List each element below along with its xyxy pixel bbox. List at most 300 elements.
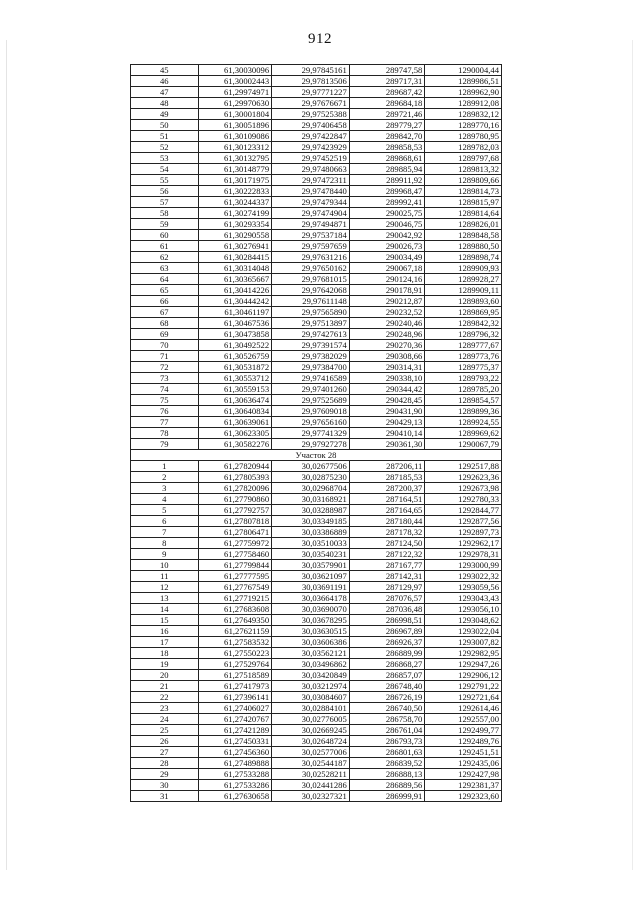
point-number-cell: 17 [131, 637, 199, 648]
latitude-cell: 61,30274199 [198, 208, 272, 219]
point-number-cell: 58 [131, 208, 199, 219]
coord-x-cell: 286999,91 [349, 791, 425, 802]
point-number-cell: 62 [131, 252, 199, 263]
longitude-cell: 30,03678295 [272, 615, 350, 626]
coord-y-cell: 1289793,22 [425, 373, 502, 384]
coord-x-cell: 290410,14 [349, 428, 425, 439]
coord-x-cell: 286926,37 [349, 637, 425, 648]
point-number-cell: 75 [131, 395, 199, 406]
latitude-cell: 61,30582276 [198, 439, 272, 450]
point-number-cell: 12 [131, 582, 199, 593]
point-number-cell: 65 [131, 285, 199, 296]
latitude-cell: 61,30559153 [198, 384, 272, 395]
longitude-cell: 30,03579901 [272, 560, 350, 571]
coord-x-cell: 289911,92 [349, 175, 425, 186]
longitude-cell: 29,97479344 [272, 197, 350, 208]
longitude-cell: 29,97741329 [272, 428, 350, 439]
latitude-cell: 61,30444242 [198, 296, 272, 307]
coord-y-cell: 1292435,06 [425, 758, 502, 769]
longitude-cell: 29,97845161 [272, 65, 350, 76]
longitude-cell: 29,97384700 [272, 362, 350, 373]
table-row [131, 307, 502, 318]
table-row [131, 373, 502, 384]
scan-edge-left [6, 40, 7, 870]
coord-y-cell: 1289928,27 [425, 274, 502, 285]
coord-y-cell: 1289869,95 [425, 307, 502, 318]
coord-x-cell: 286889,56 [349, 780, 425, 791]
latitude-cell: 61,27790860 [198, 494, 272, 505]
coord-x-cell: 286793,73 [349, 736, 425, 747]
coord-x-cell: 290240,46 [349, 318, 425, 329]
coord-x-cell: 290026,73 [349, 241, 425, 252]
table-row [131, 175, 502, 186]
coord-x-cell: 286748,40 [349, 681, 425, 692]
coord-x-cell: 290042,92 [349, 230, 425, 241]
longitude-cell: 29,97494871 [272, 219, 350, 230]
table-row [131, 505, 502, 516]
coord-x-cell: 286740,50 [349, 703, 425, 714]
latitude-cell: 61,27420767 [198, 714, 272, 725]
coord-x-cell: 289842,70 [349, 131, 425, 142]
coord-x-cell: 290361,30 [349, 439, 425, 450]
longitude-cell: 30,03540231 [272, 549, 350, 560]
table-row [131, 395, 502, 406]
table-row [131, 736, 502, 747]
longitude-cell: 30,03496862 [272, 659, 350, 670]
longitude-cell: 29,97537184 [272, 230, 350, 241]
table-row [131, 747, 502, 758]
longitude-cell: 29,97422847 [272, 131, 350, 142]
table-row [131, 582, 502, 593]
coord-y-cell: 1292721,64 [425, 692, 502, 703]
table-row [131, 285, 502, 296]
point-number-cell: 74 [131, 384, 199, 395]
point-number-cell: 76 [131, 406, 199, 417]
longitude-cell: 29,97650162 [272, 263, 350, 274]
section-title: Участок 28 [131, 450, 502, 461]
table-row [131, 274, 502, 285]
coord-x-cell: 287206,11 [349, 461, 425, 472]
longitude-cell: 30,03349185 [272, 516, 350, 527]
longitude-cell: 30,02441286 [272, 780, 350, 791]
point-number-cell: 2 [131, 472, 199, 483]
table-row [131, 142, 502, 153]
coord-x-cell: 289858,53 [349, 142, 425, 153]
latitude-cell: 61,30492522 [198, 340, 272, 351]
coord-x-cell: 286967,89 [349, 626, 425, 637]
table-row [131, 780, 502, 791]
latitude-cell: 61,30051896 [198, 120, 272, 131]
table-row [131, 208, 502, 219]
latitude-cell: 61,27759972 [198, 538, 272, 549]
coord-y-cell: 1293056,10 [425, 604, 502, 615]
point-number-cell: 3 [131, 483, 199, 494]
table-row [131, 472, 502, 483]
coord-y-cell: 1289826,01 [425, 219, 502, 230]
latitude-cell: 61,30461197 [198, 307, 272, 318]
coord-y-cell: 1289809,66 [425, 175, 502, 186]
latitude-cell: 61,27807818 [198, 516, 272, 527]
latitude-cell: 61,27792757 [198, 505, 272, 516]
coord-y-cell: 1289770,16 [425, 120, 502, 131]
point-number-cell: 78 [131, 428, 199, 439]
table-row [131, 791, 502, 802]
point-number-cell: 16 [131, 626, 199, 637]
latitude-cell: 61,27518589 [198, 670, 272, 681]
point-number-cell: 25 [131, 725, 199, 736]
coord-y-cell: 1289815,97 [425, 197, 502, 208]
latitude-cell: 61,27683608 [198, 604, 272, 615]
longitude-cell: 30,02677506 [272, 461, 350, 472]
table-row [131, 219, 502, 230]
page-number: 912 [308, 31, 332, 47]
longitude-cell: 30,02669245 [272, 725, 350, 736]
table-row [131, 65, 502, 76]
coord-y-cell: 1292557,00 [425, 714, 502, 725]
latitude-cell: 61,29970630 [198, 98, 272, 109]
coord-x-cell: 290308,66 [349, 351, 425, 362]
coord-y-cell: 1289814,73 [425, 186, 502, 197]
coord-x-cell: 287185,53 [349, 472, 425, 483]
coord-y-cell: 1292427,98 [425, 769, 502, 780]
point-number-cell: 59 [131, 219, 199, 230]
table-row [131, 637, 502, 648]
latitude-cell: 61,27456360 [198, 747, 272, 758]
coord-y-cell: 1289909,93 [425, 263, 502, 274]
latitude-cell: 61,30276941 [198, 241, 272, 252]
point-number-cell: 46 [131, 76, 199, 87]
point-number-cell: 61 [131, 241, 199, 252]
latitude-cell: 61,30467536 [198, 318, 272, 329]
longitude-cell: 30,02528211 [272, 769, 350, 780]
coord-x-cell: 290212,87 [349, 296, 425, 307]
longitude-cell: 30,02875230 [272, 472, 350, 483]
coord-y-cell: 1289782,03 [425, 142, 502, 153]
longitude-cell: 30,03630515 [272, 626, 350, 637]
point-number-cell: 10 [131, 560, 199, 571]
coord-x-cell: 289868,61 [349, 153, 425, 164]
coord-y-cell: 1292517,88 [425, 461, 502, 472]
coord-y-cell: 1292673,98 [425, 483, 502, 494]
longitude-cell: 30,03621097 [272, 571, 350, 582]
coord-x-cell: 287167,77 [349, 560, 425, 571]
longitude-cell: 30,03562121 [272, 648, 350, 659]
latitude-cell: 61,30414226 [198, 285, 272, 296]
longitude-cell: 29,97416589 [272, 373, 350, 384]
table-row [131, 538, 502, 549]
coord-x-cell: 290067,18 [349, 263, 425, 274]
coord-y-cell: 1292614,46 [425, 703, 502, 714]
latitude-cell: 61,30002443 [198, 76, 272, 87]
coord-y-cell: 1289912,08 [425, 98, 502, 109]
coord-y-cell: 1292978,31 [425, 549, 502, 560]
coord-y-cell: 1289962,90 [425, 87, 502, 98]
point-number-cell: 31 [131, 791, 199, 802]
coord-y-cell: 1292962,17 [425, 538, 502, 549]
table-row [131, 340, 502, 351]
point-number-cell: 29 [131, 769, 199, 780]
point-number-cell: 28 [131, 758, 199, 769]
point-number-cell: 68 [131, 318, 199, 329]
point-number-cell: 1 [131, 461, 199, 472]
table-row [131, 560, 502, 571]
coord-y-cell: 1292451,51 [425, 747, 502, 758]
table-row [131, 439, 502, 450]
point-number-cell: 24 [131, 714, 199, 725]
coord-y-cell: 1293000,99 [425, 560, 502, 571]
coord-x-cell: 287164,65 [349, 505, 425, 516]
coord-y-cell: 1292499,77 [425, 725, 502, 736]
coord-y-cell: 1292844,77 [425, 505, 502, 516]
coord-x-cell: 287076,57 [349, 593, 425, 604]
coord-y-cell: 1292982,95 [425, 648, 502, 659]
longitude-cell: 30,02544187 [272, 758, 350, 769]
point-number-cell: 22 [131, 692, 199, 703]
coord-x-cell: 289687,42 [349, 87, 425, 98]
coord-x-cell: 289721,46 [349, 109, 425, 120]
latitude-cell: 61,30001804 [198, 109, 272, 120]
longitude-cell: 29,97406458 [272, 120, 350, 131]
longitude-cell: 30,02327321 [272, 791, 350, 802]
latitude-cell: 61,27758460 [198, 549, 272, 560]
section-row [131, 450, 502, 461]
coord-x-cell: 287142,31 [349, 571, 425, 582]
longitude-cell: 30,02577006 [272, 747, 350, 758]
scan-edge-right [632, 40, 633, 870]
table-row [131, 527, 502, 538]
latitude-cell: 61,27450331 [198, 736, 272, 747]
coord-y-cell: 1292623,36 [425, 472, 502, 483]
coord-y-cell: 1292877,56 [425, 516, 502, 527]
point-number-cell: 20 [131, 670, 199, 681]
latitude-cell: 61,30293354 [198, 219, 272, 230]
point-number-cell: 77 [131, 417, 199, 428]
longitude-cell: 29,97401260 [272, 384, 350, 395]
table-row [131, 428, 502, 439]
latitude-cell: 61,30553712 [198, 373, 272, 384]
point-number-cell: 69 [131, 329, 199, 340]
table-row [131, 351, 502, 362]
longitude-cell: 30,03664178 [272, 593, 350, 604]
coord-x-cell: 287180,44 [349, 516, 425, 527]
table-row [131, 417, 502, 428]
longitude-cell: 30,03420849 [272, 670, 350, 681]
latitude-cell: 61,30244337 [198, 197, 272, 208]
latitude-cell: 61,27719215 [198, 593, 272, 604]
longitude-cell: 29,97478440 [272, 186, 350, 197]
table-row [131, 186, 502, 197]
longitude-cell: 29,97452519 [272, 153, 350, 164]
coord-y-cell: 1289909,11 [425, 285, 502, 296]
longitude-cell: 30,02968704 [272, 483, 350, 494]
latitude-cell: 61,30171975 [198, 175, 272, 186]
coord-y-cell: 1289969,62 [425, 428, 502, 439]
table-body-upper [131, 65, 502, 450]
coord-x-cell: 286758,70 [349, 714, 425, 725]
table-row [131, 120, 502, 131]
point-number-cell: 51 [131, 131, 199, 142]
longitude-cell: 29,97565890 [272, 307, 350, 318]
coord-x-cell: 290270,36 [349, 340, 425, 351]
coord-y-cell: 1292906,12 [425, 670, 502, 681]
latitude-cell: 61,30290558 [198, 230, 272, 241]
coord-x-cell: 286726,19 [349, 692, 425, 703]
coord-y-cell: 1289814,64 [425, 208, 502, 219]
coord-y-cell: 1290004,44 [425, 65, 502, 76]
point-number-cell: 72 [131, 362, 199, 373]
table-row [131, 131, 502, 142]
point-number-cell: 15 [131, 615, 199, 626]
table-row [131, 593, 502, 604]
coord-y-cell: 1289854,57 [425, 395, 502, 406]
table-row [131, 703, 502, 714]
point-number-cell: 73 [131, 373, 199, 384]
table-row [131, 461, 502, 472]
coord-y-cell: 1289777,67 [425, 340, 502, 351]
longitude-cell: 29,97480663 [272, 164, 350, 175]
coord-x-cell: 287122,32 [349, 549, 425, 560]
latitude-cell: 61,27583532 [198, 637, 272, 648]
coord-y-cell: 1289775,37 [425, 362, 502, 373]
table-row [131, 153, 502, 164]
point-number-cell: 5 [131, 505, 199, 516]
point-number-cell: 53 [131, 153, 199, 164]
coord-x-cell: 286801,63 [349, 747, 425, 758]
longitude-cell: 29,97391574 [272, 340, 350, 351]
point-number-cell: 47 [131, 87, 199, 98]
latitude-cell: 61,27777595 [198, 571, 272, 582]
point-number-cell: 27 [131, 747, 199, 758]
coord-x-cell: 287036,48 [349, 604, 425, 615]
coord-x-cell: 287178,32 [349, 527, 425, 538]
longitude-cell: 29,97611148 [272, 296, 350, 307]
coord-y-cell: 1292780,33 [425, 494, 502, 505]
longitude-cell: 29,97423929 [272, 142, 350, 153]
table-row [131, 769, 502, 780]
point-number-cell: 79 [131, 439, 199, 450]
table-row [131, 98, 502, 109]
table-row [131, 494, 502, 505]
table-row [131, 384, 502, 395]
point-number-cell: 56 [131, 186, 199, 197]
table-row [131, 76, 502, 87]
table-row [131, 725, 502, 736]
latitude-cell: 61,30148779 [198, 164, 272, 175]
point-number-cell: 63 [131, 263, 199, 274]
point-number-cell: 57 [131, 197, 199, 208]
point-number-cell: 23 [131, 703, 199, 714]
coord-x-cell: 286857,07 [349, 670, 425, 681]
latitude-cell: 61,27767549 [198, 582, 272, 593]
longitude-cell: 29,97813506 [272, 76, 350, 87]
coord-x-cell: 286889,99 [349, 648, 425, 659]
coord-x-cell: 290428,45 [349, 395, 425, 406]
coordinates-table [130, 64, 502, 802]
coord-x-cell: 286998,51 [349, 615, 425, 626]
table-row [131, 318, 502, 329]
point-number-cell: 30 [131, 780, 199, 791]
longitude-cell: 29,97513897 [272, 318, 350, 329]
latitude-cell: 61,27820944 [198, 461, 272, 472]
longitude-cell: 29,97382029 [272, 351, 350, 362]
latitude-cell: 61,30284415 [198, 252, 272, 263]
coord-y-cell: 1289780,95 [425, 131, 502, 142]
longitude-cell: 29,97927278 [272, 439, 350, 450]
latitude-cell: 61,30623305 [198, 428, 272, 439]
longitude-cell: 29,97771227 [272, 87, 350, 98]
coord-y-cell: 1289796,32 [425, 329, 502, 340]
table-row [131, 758, 502, 769]
point-number-cell: 67 [131, 307, 199, 318]
longitude-cell: 30,03386889 [272, 527, 350, 538]
latitude-cell: 61,30222833 [198, 186, 272, 197]
coord-y-cell: 1292897,73 [425, 527, 502, 538]
longitude-cell: 30,03212974 [272, 681, 350, 692]
point-number-cell: 19 [131, 659, 199, 670]
latitude-cell: 61,27820096 [198, 483, 272, 494]
longitude-cell: 30,03168921 [272, 494, 350, 505]
coord-x-cell: 290124,16 [349, 274, 425, 285]
point-number-cell: 18 [131, 648, 199, 659]
longitude-cell: 30,03691191 [272, 582, 350, 593]
latitude-cell: 61,27533286 [198, 780, 272, 791]
coord-y-cell: 1292947,26 [425, 659, 502, 670]
point-number-cell: 9 [131, 549, 199, 560]
latitude-cell: 61,30109086 [198, 131, 272, 142]
coord-x-cell: 290046,75 [349, 219, 425, 230]
coord-x-cell: 287164,51 [349, 494, 425, 505]
point-number-cell: 7 [131, 527, 199, 538]
coord-y-cell: 1289832,12 [425, 109, 502, 120]
longitude-cell: 29,97642068 [272, 285, 350, 296]
table-row [131, 615, 502, 626]
coord-x-cell: 289779,27 [349, 120, 425, 131]
coord-x-cell: 289885,94 [349, 164, 425, 175]
table-row [131, 692, 502, 703]
latitude-cell: 61,27630658 [198, 791, 272, 802]
coord-y-cell: 1289898,74 [425, 252, 502, 263]
point-number-cell: 60 [131, 230, 199, 241]
latitude-cell: 61,27649350 [198, 615, 272, 626]
point-number-cell: 66 [131, 296, 199, 307]
coord-y-cell: 1289785,20 [425, 384, 502, 395]
point-number-cell: 14 [131, 604, 199, 615]
latitude-cell: 61,30531872 [198, 362, 272, 373]
coord-x-cell: 289968,47 [349, 186, 425, 197]
latitude-cell: 61,30473858 [198, 329, 272, 340]
coord-y-cell: 1289986,51 [425, 76, 502, 87]
longitude-cell: 30,02648724 [272, 736, 350, 747]
latitude-cell: 61,27421289 [198, 725, 272, 736]
latitude-cell: 61,30132795 [198, 153, 272, 164]
coord-x-cell: 286839,52 [349, 758, 425, 769]
latitude-cell: 61,30030096 [198, 65, 272, 76]
longitude-cell: 29,97427613 [272, 329, 350, 340]
latitude-cell: 61,27806471 [198, 527, 272, 538]
longitude-cell: 30,02884101 [272, 703, 350, 714]
table-row [131, 648, 502, 659]
latitude-cell: 61,27529764 [198, 659, 272, 670]
longitude-cell: 29,97525689 [272, 395, 350, 406]
longitude-cell: 30,03606386 [272, 637, 350, 648]
table-row [131, 406, 502, 417]
point-number-cell: 64 [131, 274, 199, 285]
coord-x-cell: 290178,91 [349, 285, 425, 296]
point-number-cell: 4 [131, 494, 199, 505]
latitude-cell: 61,27621159 [198, 626, 272, 637]
latitude-cell: 61,29974971 [198, 87, 272, 98]
table-row [131, 87, 502, 98]
